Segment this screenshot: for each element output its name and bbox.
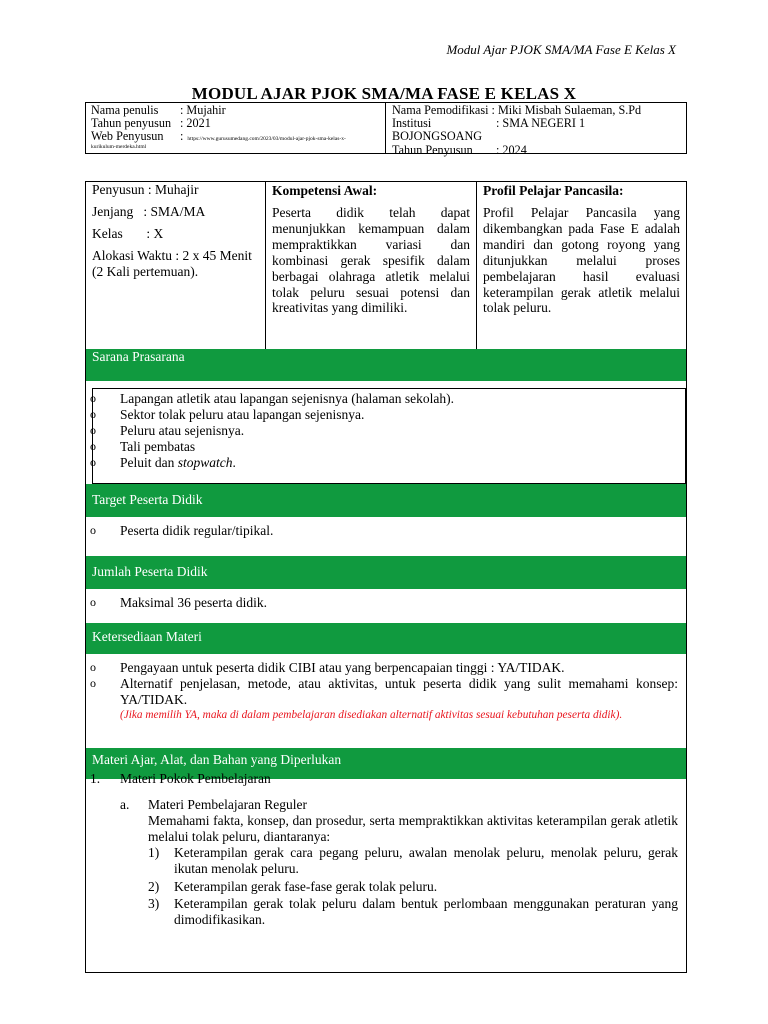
jumlah-peserta-heading: Jumlah Peserta Didik	[86, 556, 686, 589]
sub-number: 3)	[148, 896, 160, 912]
materi-point-1-text: Materi Pokok Pembelajaran	[120, 771, 271, 786]
bullet: o	[90, 675, 96, 690]
institusi-value-cont: BOJONGSOANG	[392, 129, 483, 144]
bullet: o	[90, 660, 96, 674]
bullet: o	[90, 595, 96, 609]
list-item-suffix: .	[232, 454, 236, 470]
target-peserta-heading: Target Peserta Didik	[86, 484, 686, 517]
web-penyusun-label: Web Penyusun	[91, 129, 164, 144]
materi-sub-a	[86, 797, 686, 845]
running-header: Modul Ajar PJOK SMA/MA Fase E Kelas X	[446, 42, 676, 57]
list-item-text: Maksimal 36 peserta didik.	[120, 595, 267, 610]
web-penyusun-url[interactable]: https://www.gurusumedang.com/2023/03/modul-ajar-pjok-sma-kelas-x-	[187, 136, 346, 143]
tahun-penyusunan-value: : 2021	[180, 116, 211, 131]
bullet: o	[90, 422, 96, 437]
institusi-value: : SMA NEGERI 1	[496, 116, 586, 131]
list-item	[86, 523, 686, 539]
list-item	[86, 407, 686, 423]
list-item-text: Keterampilan gerak tolak peluru dalam bentuk perlombaan menggunakan peraturan yang dimodifikasikan.	[174, 896, 678, 928]
bullet: o	[90, 391, 96, 405]
ketersediaan-note: (Jika memilih YA, maka di dalam pembelajaran disediakan alternatif aktivitas sesuai kebutuhan peserta didik).	[120, 708, 623, 721]
materi-ajar-heading: Materi Ajar, Alat, dan Bahan yang Diperlukan	[86, 748, 686, 779]
institusi-label: Institusi	[392, 116, 432, 131]
bullet: o	[90, 454, 96, 469]
tahun-penyusun-label: Tahun Penyusun	[392, 142, 473, 157]
modifier-info-right	[386, 103, 686, 157]
materi-list	[86, 771, 686, 928]
list-item	[86, 595, 686, 611]
ketersediaan-list	[86, 660, 686, 722]
list-item	[86, 845, 686, 877]
kelas: Kelas : X	[92, 225, 164, 241]
sub-number: 2)	[148, 878, 160, 894]
list-item-text: Pengayaan untuk peserta didik CIBI atau yang berpencapaian tinggi : YA/TIDAK.	[120, 660, 565, 675]
kompetensi-awal-column	[266, 182, 477, 350]
list-item	[86, 439, 686, 455]
kompetensi-awal-heading: Kompetensi Awal:	[272, 183, 378, 198]
tahun-penyusunan-label: Tahun penyusun	[91, 116, 172, 131]
sarana-list	[86, 391, 686, 471]
list-item-text: Sektor tolak peluru atau lapangan sejenisnya.	[120, 406, 365, 422]
list-item-text: Keterampilan gerak cara pegang peluru, awalan menolak peluru, menolak peluru, gerak ikutan menolak peluru.	[174, 844, 678, 876]
list-item	[86, 423, 686, 439]
tahun-penyusun-value: : 2024	[496, 142, 527, 157]
profil-pancasila-text: Profil Pelajar Pancasila yang dikembangkan pada Fase E adalah mandiri dan gotong royong yang ditunjukkan melalui proses pembelajaran hasil evaluasi keterampilan gerak atletik melalui tolak peluru.	[483, 204, 680, 316]
kompetensi-awal-text: Peserta didik telah dapat menunjukkan kemampuan dalam mempraktikkan variasi dan kombinasi gerak spesifik dalam berbagai olahraga atletik melalui tolak peluru sesuai potensi dan kreativitas yang dimiliki.	[272, 204, 470, 316]
web-penyusun-colon: :	[180, 129, 184, 144]
materi-point-1	[86, 771, 686, 787]
list-item-text: Lapangan atletik atau lapangan sejenisnya (halaman sekolah).	[120, 391, 454, 406]
sarana-prasarana-heading: Sarana Prasarana	[86, 349, 686, 381]
penyusun: Penyusun : Muhajir	[92, 182, 199, 197]
target-list	[86, 523, 686, 539]
author-info-box	[85, 102, 687, 157]
stopwatch-text: stopwatch	[177, 454, 233, 470]
list-item	[86, 896, 686, 928]
profil-pancasila-column	[477, 182, 686, 350]
list-item-text: Peluit dan	[120, 454, 178, 470]
point-number: 1.	[90, 771, 101, 786]
materi-sub-a-title: Materi Pembelajaran Reguler	[148, 796, 307, 812]
bullet: o	[90, 406, 96, 421]
sub-letter: a.	[120, 796, 130, 812]
materi-sub-a-text: Memahami fakta, konsep, dan prosedur, serta mempraktikkan aktivitas keterampilan gerak atletik melalui tolak peluru, diantaranya:	[148, 812, 678, 844]
list-item	[86, 879, 686, 895]
list-item-text: Peluru atau sejenisnya.	[120, 422, 245, 438]
list-item-text: Alternatif penjelasan, metode, atau aktivitas, untuk peserta didik yang sulit memahami konsep: YA/TIDAK.	[120, 675, 678, 707]
nama-penulis-value: : Mujahir	[180, 103, 226, 117]
identity-column	[86, 182, 266, 350]
jenjang: Jenjang : SMA/MA	[92, 203, 206, 219]
list-item-text: Tali pembatas	[120, 438, 196, 454]
nama-pemodifikasi: Nama Pemodifikasi : Miki Misbah Sulaeman, S.Pd	[392, 103, 642, 117]
bullet: o	[90, 523, 96, 537]
alokasi-waktu: Alokasi Waktu : 2 x 45 Menit (2 Kali pertemuan).	[92, 247, 252, 279]
page-title: MODUL AJAR PJOK SMA/MA FASE E KELAS X	[191, 84, 577, 103]
bullet: o	[90, 438, 96, 453]
jumlah-list	[86, 595, 686, 611]
ketersediaan-materi-heading: Ketersediaan Materi	[86, 623, 686, 654]
profil-pancasila-heading: Profil Pelajar Pancasila:	[483, 183, 624, 198]
main-table	[85, 181, 687, 973]
web-penyusun-url-cont[interactable]: kurikulum-merdeka.html	[91, 143, 147, 150]
list-item-text: Keterampilan gerak fase-fase gerak tolak peluru.	[174, 878, 438, 894]
list-item-text: Peserta didik regular/tipikal.	[120, 523, 274, 538]
list-item	[86, 660, 686, 676]
list-item	[86, 455, 686, 471]
sub-number: 1)	[148, 844, 160, 860]
nama-penulis-label: Nama penulis	[91, 103, 159, 117]
list-item	[86, 391, 686, 407]
list-item	[86, 676, 686, 708]
author-info-left	[86, 103, 386, 153]
